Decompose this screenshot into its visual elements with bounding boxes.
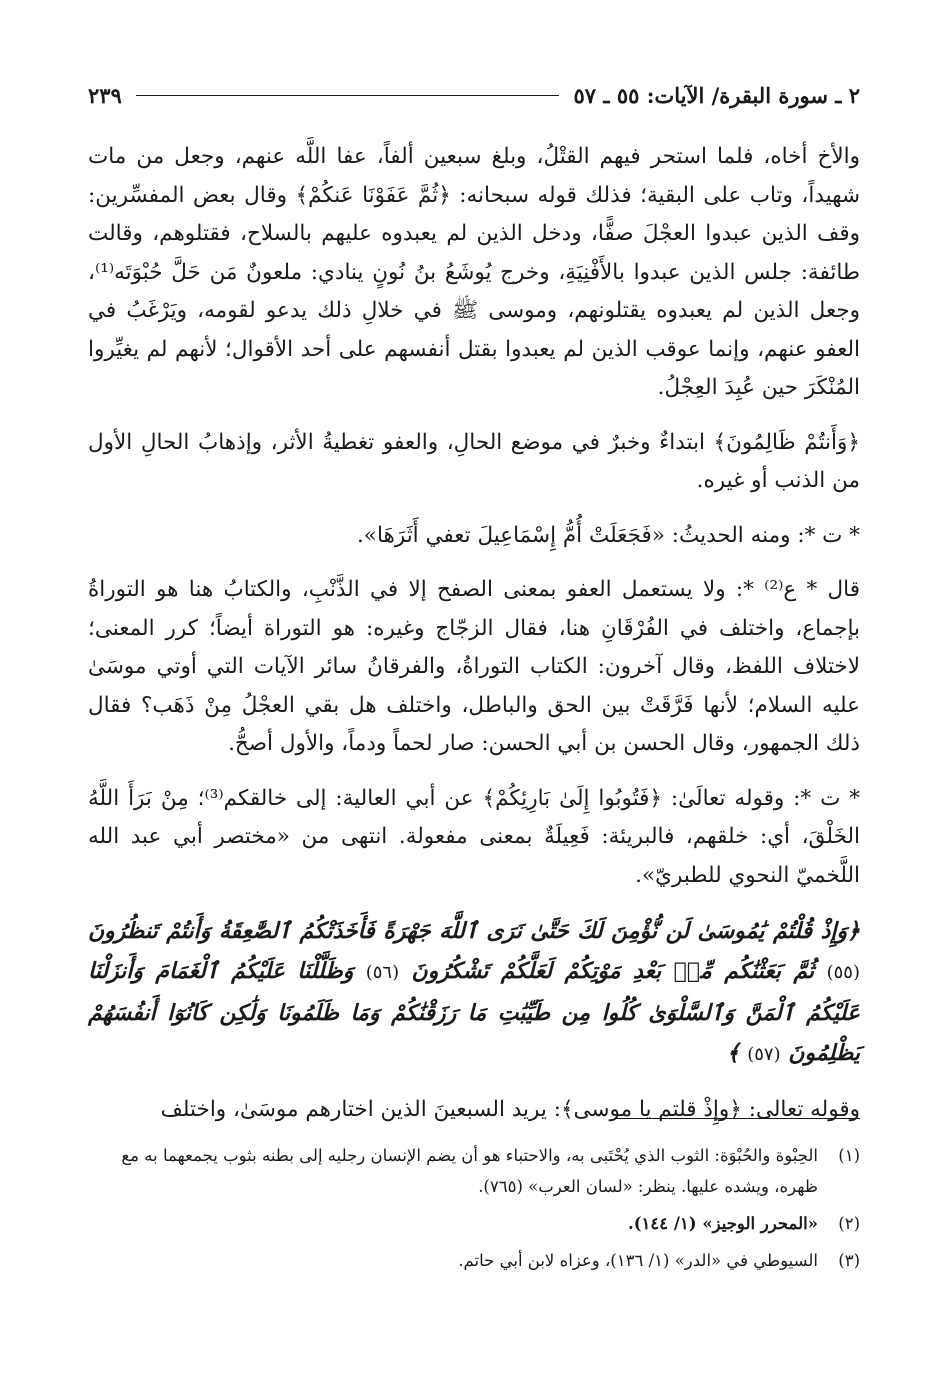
footnote [88,1245,860,1276]
footnote-divider [615,1118,860,1119]
paragraph: * ت *: وقوله تعالَىٰ: ﴿فَتُوبُوا إِلَىٰ بَارِئِكُمْ﴾ عن أبي العالية: إلى خالقكم⁽³⁾؛ مِنْ بَرَأَ اللَّهُ الخَلْقَ، أي: خلقهم، فالبريئة: فَعِيلَةٌ بمعنى مفعولة. انتهى من «مختصر أبي عبد الله اللَّخميّ النحوي للطبريّ». [88,785,860,888]
verse-closing-bracket: ﴾ [726,1040,740,1066]
header-rule [136,95,560,96]
paragraph: * ت *: ومنه الحديثُ: «فَجَعَلَتْ أُمُّ إِسْمَاعِيلَ تعفي أَثَرَهَا». [356,522,860,548]
paragraph: قال * ع⁽²⁾ *: ولا يستعمل العفو بمعنى الصفح إلا في الذَّنْبِ، والكتابُ هنا هو التوراةُ بإجماع، واختلف في الفُرْقَانِ هنا، فقال الزجّاج وغيره: هو التوراة أيضاً؛ كرر المعنى؛ لاختلاف اللفظ، وقال آخرون: الكتاب التوراةُ، والفرقانُ سائر الآيات التي أوتي موسَىٰ عليه السلام؛ لأنها فَرَّقَتْ بين الحق والباطل، واختلف هل بقي العجْلُ مِنْ ذَهَب؟ فقال ذلك الجمهور، وقال الحسن بن أبي الحسن: صار لحماً ودماً، والأول أصحُّ. [88,577,860,756]
footnote-text: الحِبْوة والحُبْوَة: الثوب الذي يُحْتَبى به، والاحتباء هو أن يضم الإنسان رجليه إلى بطنه بثوب يجمعهما به مع ظهره، ويشده عليها. ينظر: «لسان العرب» (٧٦٥). [121,1146,818,1196]
verse-55-number: (٥٥) [826,962,860,983]
footnote [88,1208,860,1239]
quran-verses-block [88,911,860,1075]
footnote-number: (٣) [838,1251,860,1270]
paragraph: والأخ أخاه، فلما استحر فيهم القتْلُ، وبلغ سبعين ألفاً، عفا اللَّه عنهم، وجعل من مات شهيداً، وتاب على البقية؛ فذلك قوله سبحانه: ﴿ثُمَّ عَفَوْنَا عَنكُمْ﴾ وقال بعض المفسِّرين: وقف الذين عبدوا العجْلَ صفًّا، ودخل الذين لم يعبدوه عليهم بالسلاح، فقتلوهم، وقالت طائفة: جلس الذين عبدوا بالأَفْنِيَةِ، وخرج يُوشَعُ بنُ نُونٍ ينادي: ملعونٌ مَن حَلَّ حُبْوَتَه⁽¹⁾، وجعل الذين لم يعبدوه يقتلونهم، وموسى ﷺ في خلالِ ذلك يدعو لقومه، ويَرْغَبُ في العفو عنهم، وإنما عوقب الذين لم يعبدوا بقتل أنفسهم على أحد الأقوال؛ لأنهم لم يغيِّروا المُنْكَرَ حين عُبِدَ العِجْلُ. [88,144,860,400]
page-header [88,78,860,112]
verse-55-text: ﴿وَإِذْ قُلْتُمْ يَٰمُوسَىٰ لَن نُّؤْمِنَ لَكَ حَتَّىٰ نَرَى ٱللَّهَ جَهْرَةً فَأَخَذَتْكُمُ ٱلصَّٰعِقَةُ وَأَنتُمْ تَنظُرُونَ [88,918,860,944]
footnote-text: السيوطي في «الدر» (١/ ١٣٦)، وعزاه لابن أبي حاتم. [458,1251,818,1270]
verse-56-number: (٥٦) [365,962,400,983]
page-number: ٢٣٩ [88,82,122,108]
footnote-text: «المحرر الوجيز» (١/ ١٤٤). [627,1214,818,1233]
footnote [88,1140,860,1202]
footnote-number: (١) [838,1146,860,1165]
verse-56-text: ثُمَّ بَعَثْنَٰكُم مِّنۢ بَعْدِ مَوْتِكُمْ لَعَلَّكُمْ تَشْكُرُونَ [411,958,815,984]
verse-57-text: وَظَلَّلْنَا عَلَيْكُمُ ٱلْغَمَامَ وَأَنزَلْنَا عَلَيْكُمُ ٱلْمَنَّ وَٱلسَّلْوَىٰ كُلُوا مِن طَيِّبَٰتِ مَا رَزَقْنَٰكُمْ وَمَا ظَلَمُونَا وَلَٰكِن كَانُوٓا أَنفُسَهُمْ يَظْلِمُونَ [88,958,860,1066]
paragraph: ﴿وَأَنتُمْ ظَالِمُونَ﴾ ابتداءٌ وخبرٌ في موضع الحالِ، والعفو تغطيةُ الأثر، وإذهابُ الحالِ الأول من الذنب أو غيره. [88,429,860,493]
main-text [88,138,860,1146]
running-title: ٢ ـ سورة البقرة/ الآيات: ٥٥ ـ ٥٧ [573,82,860,108]
footnotes [88,1140,860,1282]
paragraph: وقوله تعالى: ﴿وإِذْ قلتم يا موسى﴾: يريد السبعينَ الذين اختارهم موسَىٰ، واختلف [160,1097,860,1122]
verse-57-number: (٥٧) [747,1044,781,1065]
footnote-number: (٢) [838,1214,860,1233]
